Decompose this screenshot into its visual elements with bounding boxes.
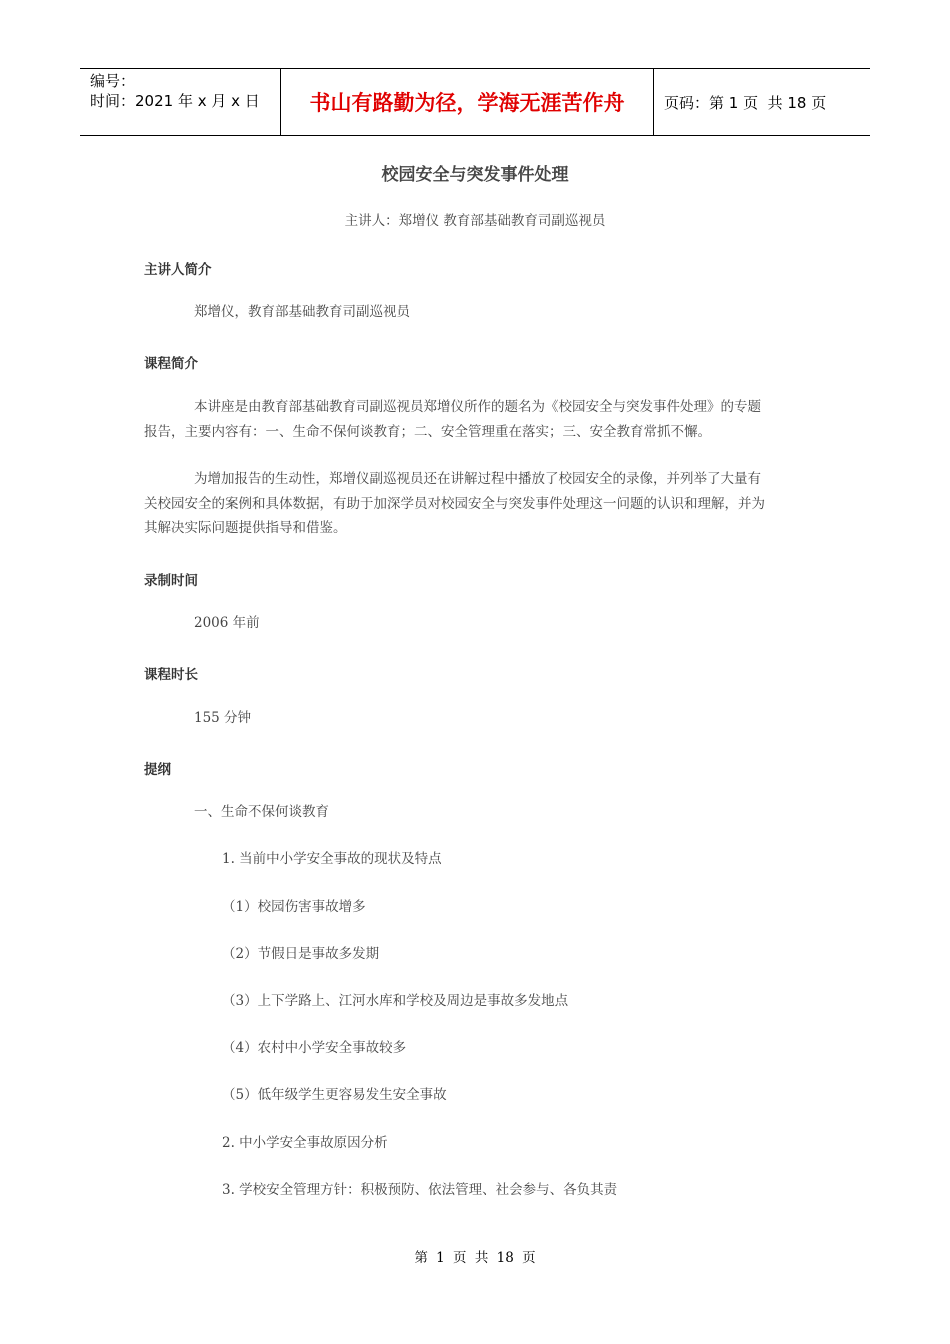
header-page-cell — [654, 69, 870, 135]
header-meta-cell — [80, 69, 281, 135]
outline-item-level3: （2）节假日是事故多发期 — [222, 946, 380, 962]
outline-item-level3: （5）低年级学生更容易发生安全事故 — [222, 1087, 447, 1103]
document-title: 校园安全与突发事件处理 — [381, 165, 569, 185]
header-page-label: 页码：第 1 页 共 18 页 — [664, 93, 827, 112]
speaker-intro-text: 郑增仪，教育部基础教育司副巡视员 — [194, 304, 410, 320]
duration-text: 155 分钟 — [194, 710, 252, 726]
section-heading-speaker: 主讲人简介 — [144, 262, 212, 278]
page-footer: 第 1 页 共 18 页 — [414, 1250, 536, 1266]
outline-item-level2: 2. 中小学安全事故原因分析 — [222, 1135, 388, 1151]
document-date-label: 时间：2021 年 x 月 x 日 — [90, 92, 260, 110]
outline-item-level2: 3. 学校安全管理方针：积极预防、依法管理、社会参与、各负其责 — [222, 1182, 618, 1198]
course-intro-line: 本讲座是由教育部基础教育司副巡视员郑增仪所作的题名为《校园安全与突发事件处理》的专题 — [194, 399, 761, 415]
course-intro-line: 为增加报告的生动性，郑增仪副巡视员还在讲解过程中播放了校园安全的录像，并列举了大量有 — [194, 471, 761, 487]
document-subtitle: 主讲人：郑增仪 教育部基础教育司副巡视员 — [344, 213, 606, 229]
section-heading-duration: 课程时长 — [144, 667, 198, 683]
outline-item-level3: （4）农村中小学安全事故较多 — [222, 1040, 407, 1056]
record-date-text: 2006 年前 — [194, 615, 260, 631]
course-intro-line: 报告，主要内容有：一、生命不保何谈教育；二、安全管理重在落实；三、安全教育常抓不懈。 — [144, 424, 711, 440]
course-intro-line: 关校园安全的案例和具体数据，有助于加深学员对校园安全与突发事件处理这一问题的认识和理解，并为 — [144, 496, 765, 512]
outline-item-level3: （3）上下学路上、江河水库和学校及周边是事故多发地点 — [222, 993, 569, 1009]
course-intro-line: 其解决实际问题提供指导和借鉴。 — [144, 520, 347, 536]
section-heading-outline: 提纲 — [144, 762, 171, 778]
header-motto: 书山有路勤为径，学海无涯苦作舟 — [309, 91, 625, 115]
header-table — [80, 68, 870, 136]
outline-item-level3: （1）校园伤害事故增多 — [222, 899, 366, 915]
outline-item-level2: 1. 当前中小学安全事故的现状及特点 — [222, 851, 442, 867]
header-motto-cell — [281, 69, 654, 135]
outline-item-level1: 一、生命不保何谈教育 — [194, 804, 329, 820]
section-heading-course: 课程简介 — [144, 356, 198, 372]
section-heading-record-date: 录制时间 — [144, 573, 198, 589]
document-number-label: 编号： — [90, 72, 136, 90]
